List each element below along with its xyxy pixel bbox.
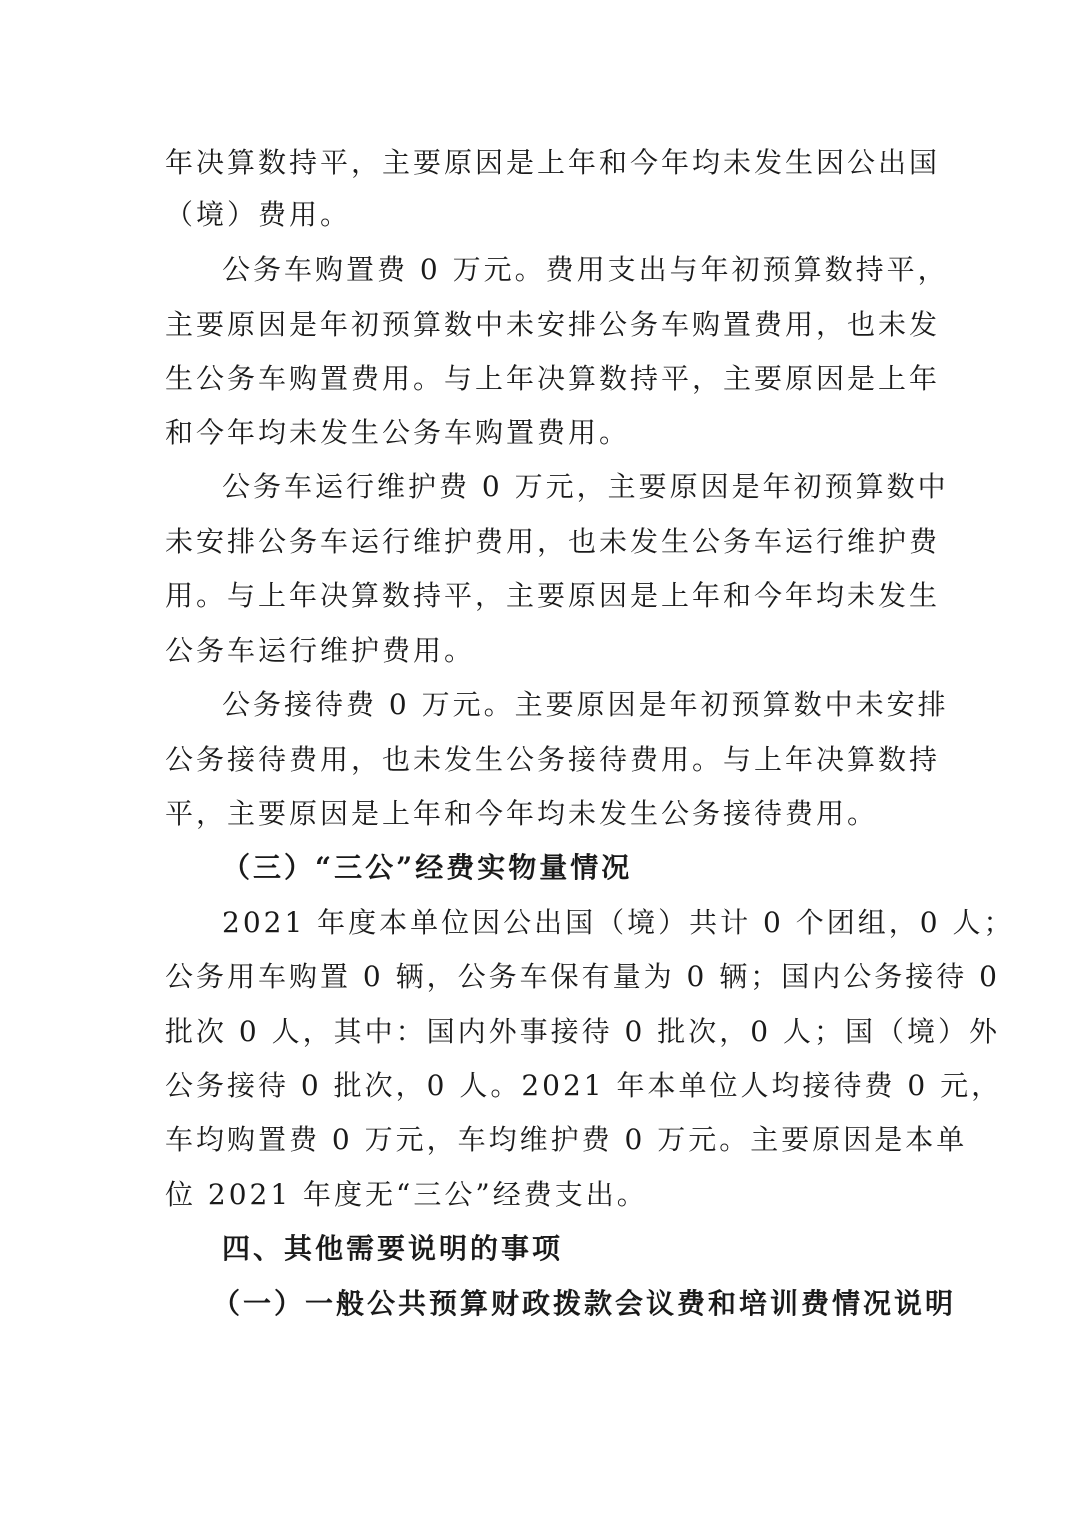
paragraph-line: 2021 年度本单位因公出国（境）共计 0 个团组，0 人；: [222, 906, 1015, 939]
paragraph-line: 未安排公务车运行维护费用，也未发生公务车运行维护费: [165, 525, 941, 558]
paragraph-line: 车均购置费 0 万元，车均维护费 0 万元。主要原因是本单: [165, 1123, 968, 1156]
paragraph-line: 和今年均未发生公务车购置费用。: [165, 416, 631, 449]
paragraph-line: 公务接待费用，也未发生公务接待费用。与上年决算数持: [165, 743, 941, 776]
chapter-heading-4: 四、其他需要说明的事项: [222, 1232, 564, 1265]
section-heading-3: （三）“三公”经费实物量情况: [222, 851, 633, 884]
paragraph-line: 公务车购置费 0 万元。费用支出与年初预算数持平，: [222, 253, 949, 286]
paragraph-line: 平，主要原因是上年和今年均未发生公务接待费用。: [165, 797, 879, 830]
paragraph-line: 主要原因是年初预算数中未安排公务车购置费用，也未发: [165, 308, 941, 341]
paragraph-line: 公务车运行维护费 0 万元，主要原因是年初预算数中: [222, 470, 949, 503]
paragraph-line: 公务接待 0 批次，0 人。2021 年本单位人均接待费 0 元，: [165, 1069, 1003, 1102]
paragraph-line: 位 2021 年度无“三公”经费支出。: [165, 1178, 648, 1211]
paragraph-line: 用。与上年决算数持平，主要原因是上年和今年均未发生: [165, 579, 941, 612]
paragraph-line: （境）费用。: [165, 198, 352, 231]
paragraph-line: 批次 0 人，其中：国内外事接待 0 批次，0 人；国（境）外: [165, 1015, 1000, 1048]
paragraph-line: 公务接待费 0 万元。主要原因是年初预算数中未安排: [222, 688, 949, 721]
paragraph-line: 年决算数持平，主要原因是上年和今年均未发生因公出国: [165, 146, 941, 179]
paragraph-line: 公务车运行维护费用。: [165, 634, 476, 667]
paragraph-line: 公务用车购置 0 辆，公务车保有量为 0 辆；国内公务接待 0: [165, 960, 1000, 993]
section-heading-1: （一）一般公共预算财政拨款会议费和培训费情况说明: [212, 1287, 957, 1320]
paragraph-line: 生公务车购置费用。与上年决算数持平，主要原因是上年: [165, 362, 941, 395]
